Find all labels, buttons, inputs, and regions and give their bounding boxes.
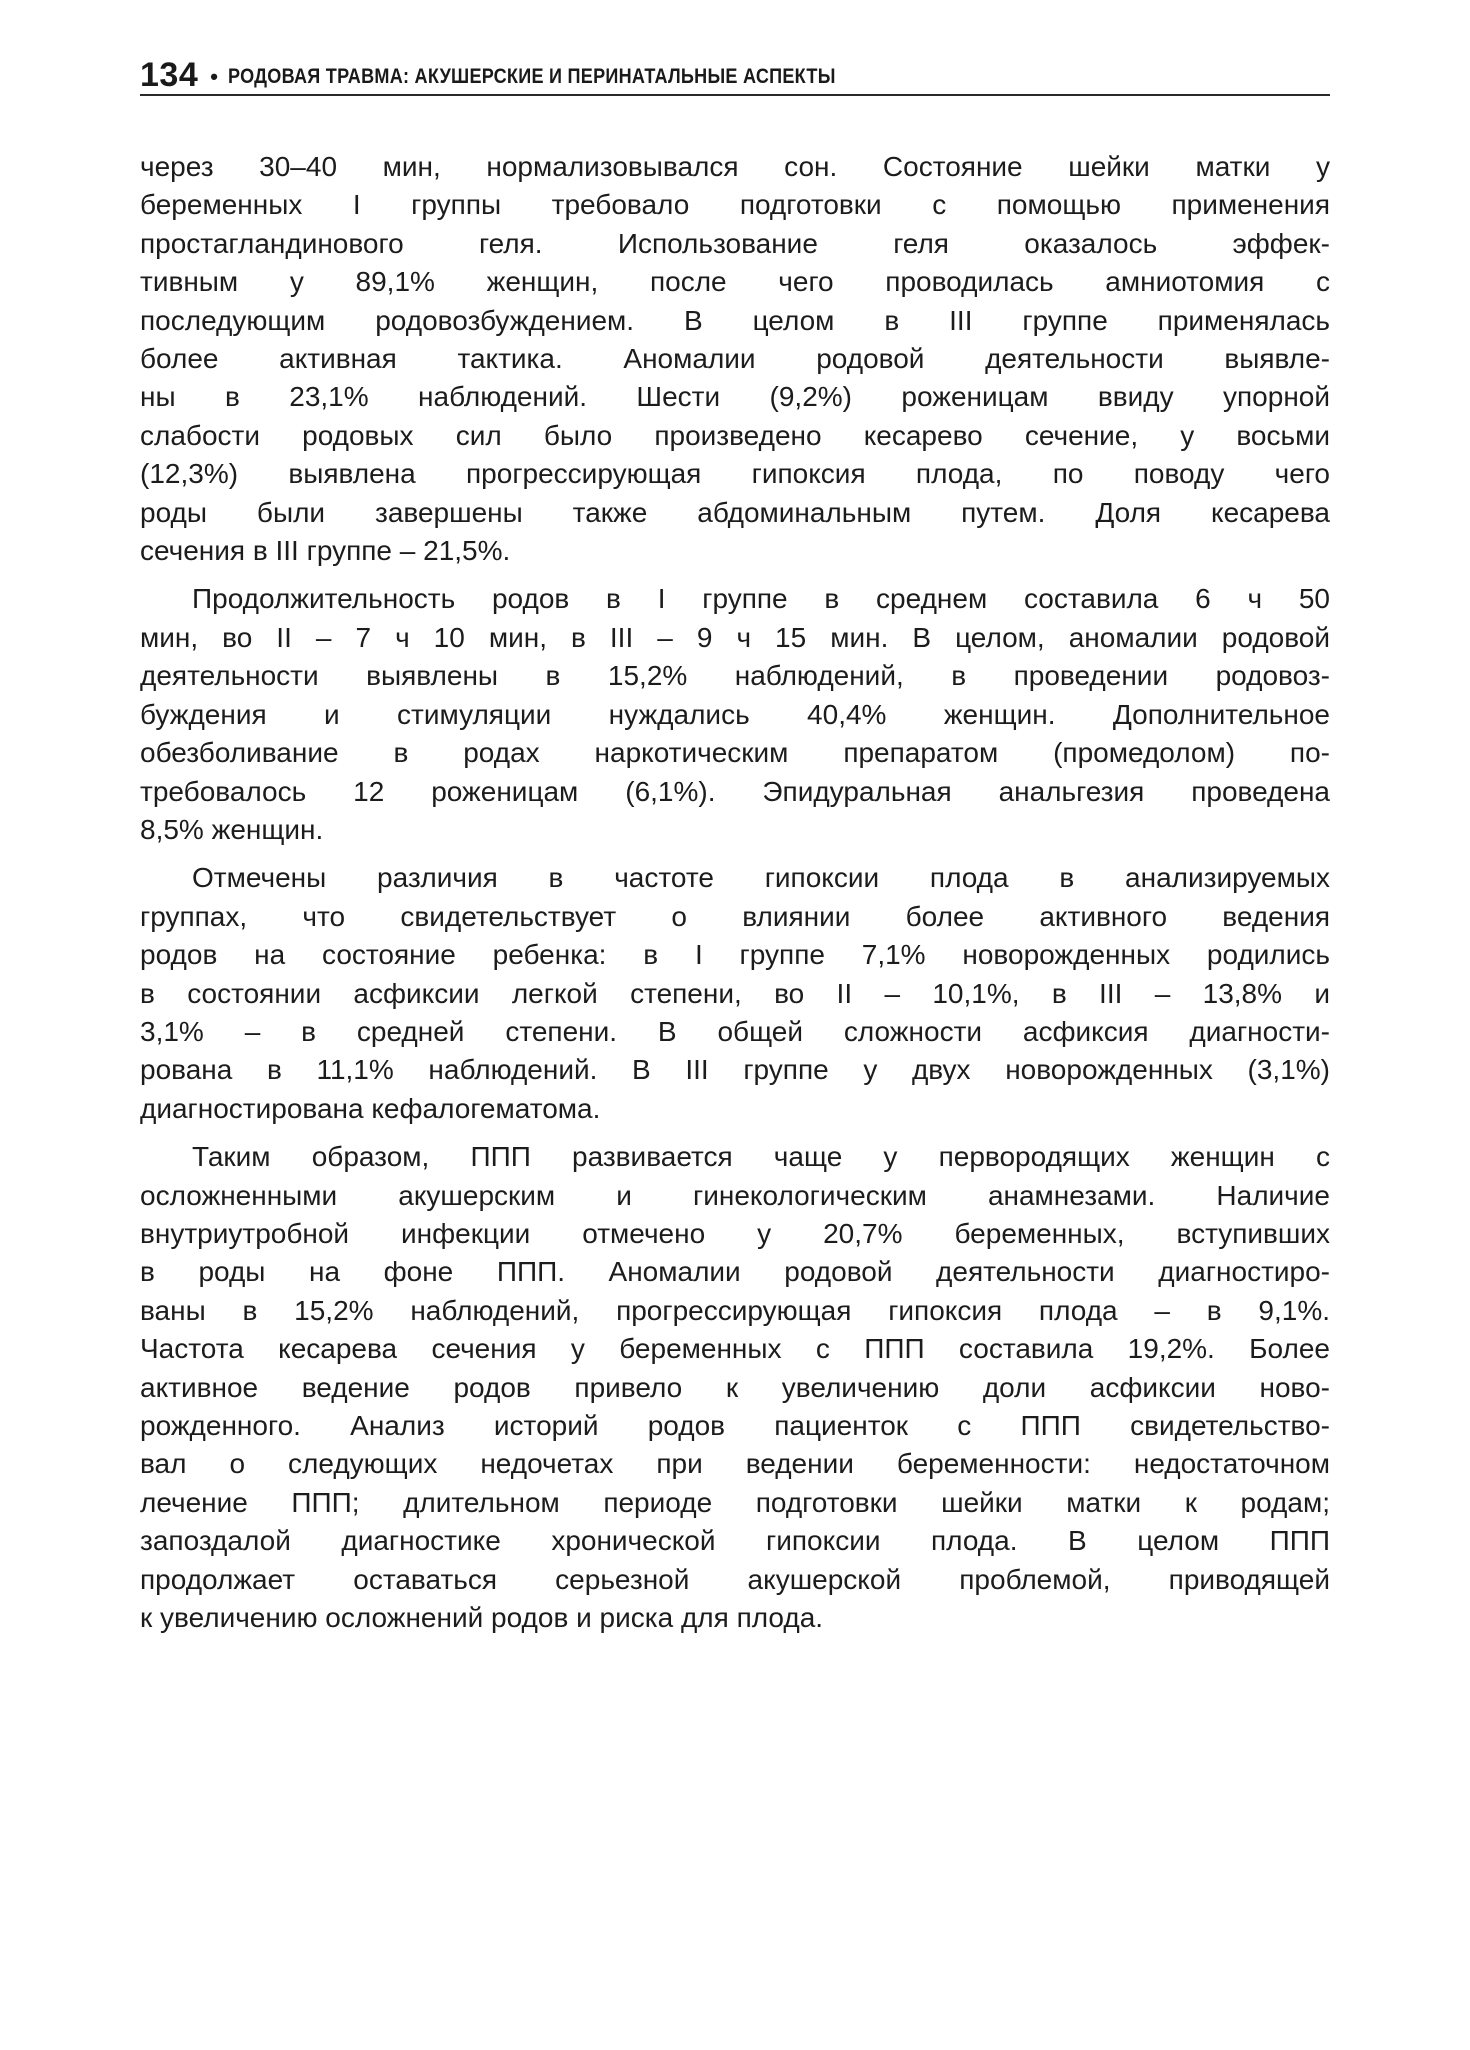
text-line: рована в 11,1% наблюдений. В III группе у двух новорожденных (3,1%) bbox=[140, 1054, 1330, 1086]
text-line: мин, во II – 7 ч 10 мин, в III – 9 ч 15 мин. В целом, аномалии родовой bbox=[140, 621, 1330, 653]
text-line: роды были завершены также абдоминальным путем. Доля кесарева bbox=[140, 496, 1330, 528]
paragraph bbox=[140, 1138, 1330, 1637]
text-line: ны в 23,1% наблюдений. Шести (9,2%) роженицам ввиду упорной bbox=[140, 381, 1330, 413]
text-line: группах, что свидетельствует о влиянии более активного ведения bbox=[140, 900, 1330, 932]
paragraph bbox=[140, 580, 1330, 849]
text-line: тивным у 89,1% женщин, после чего проводилась амниотомия с bbox=[140, 266, 1330, 298]
text-line: ваны в 15,2% наблюдений, прогрессирующая гипоксия плода – в 9,1%. bbox=[140, 1294, 1330, 1326]
text-line: более активная тактика. Аномалии родовой деятельности выявле- bbox=[140, 343, 1330, 375]
text-line: слабости родовых сил было произведено кесарево сечение, у восьми bbox=[140, 419, 1330, 451]
running-header bbox=[140, 48, 1340, 92]
text-line: обезболивание в родах наркотическим препаратом (промедолом) по- bbox=[140, 737, 1330, 769]
text-line: в роды на фоне ППП. Аномалии родовой деятельности диагностиро- bbox=[140, 1256, 1330, 1288]
body-text bbox=[140, 148, 1330, 1647]
text-line: Частота кесарева сечения у беременных с ППП составила 19,2%. Более bbox=[140, 1333, 1330, 1365]
text-line: сечения в III группе – 21,5%. bbox=[140, 535, 511, 567]
text-line: Таким образом, ППП развивается чаще у первородящих женщин с bbox=[192, 1141, 1330, 1173]
text-line: запоздалой диагностике хронической гипоксии плода. В целом ППП bbox=[140, 1525, 1330, 1557]
text-line: простагландинового геля. Использование геля оказалось эффек- bbox=[140, 227, 1330, 259]
text-line: рожденного. Анализ историй родов пациенток с ППП свидетельство- bbox=[140, 1410, 1330, 1441]
header-rule bbox=[140, 94, 1330, 96]
text-line: диагностирована кефалогематома. bbox=[140, 1092, 601, 1124]
text-line: продолжает оставаться серьезной акушерской проблемой, приводящей bbox=[140, 1563, 1330, 1595]
text-line: внутриутробной инфекции отмечено у 20,7% беременных, вступивших bbox=[140, 1217, 1330, 1249]
text-line: последующим родовозбуждением. В целом в III группе применялась bbox=[140, 304, 1330, 336]
page-number: 134 bbox=[140, 56, 199, 94]
running-header-title: РОДОВАЯ ТРАВМА: АКУШЕРСКИЕ И ПЕРИНАТАЛЬНЫЕ АСПЕКТЫ bbox=[227, 65, 836, 88]
text-line: активное ведение родов привело к увеличению доли асфиксии ново- bbox=[140, 1371, 1330, 1403]
text-line: Отмечены различия в частоте гипоксии плода в анализируемых bbox=[192, 862, 1330, 894]
text-line: 8,5% женщин. bbox=[140, 813, 324, 845]
text-line: в состоянии асфиксии легкой степени, во II – 10,1%, в III – 13,8% и bbox=[140, 977, 1330, 1009]
text-line: родов на состояние ребенка: в I группе 7,1% новорожденных родились bbox=[140, 939, 1330, 971]
text-line: 3,1% – в средней степени. В общей сложности асфиксия диагности- bbox=[140, 1015, 1330, 1047]
paragraph bbox=[140, 859, 1330, 1128]
text-line: Продолжительность родов в I группе в среднем составила 6 ч 50 bbox=[192, 583, 1330, 615]
paragraph bbox=[140, 148, 1330, 570]
text-line: (12,3%) выявлена прогрессирующая гипоксия плода, по поводу чего bbox=[140, 458, 1330, 490]
text-line: требовалось 12 роженицам (6,1%). Эпидуральная анальгезия проведена bbox=[140, 775, 1330, 807]
text-line: деятельности выявлены в 15,2% наблюдений, в проведении родовоз- bbox=[140, 660, 1330, 692]
text-line: буждения и стимуляции нуждались 40,4% женщин. Дополнительное bbox=[140, 698, 1330, 730]
text-line: лечение ППП; длительном периоде подготовки шейки матки к родам; bbox=[140, 1486, 1330, 1518]
text-line: к увеличению осложнений родов и риска для плода. bbox=[140, 1602, 824, 1634]
text-line: осложненными акушерским и гинекологическим анамнезами. Наличие bbox=[140, 1179, 1330, 1211]
header-bullet: • bbox=[210, 64, 218, 89]
text-line: вал о следующих недочетах при ведении беременности: недостаточном bbox=[140, 1448, 1330, 1480]
text-line: через 30–40 мин, нормализовывался сон. Состояние шейки матки у bbox=[140, 151, 1330, 182]
text-line: беременных I группы требовало подготовки с помощью применения bbox=[140, 189, 1330, 221]
